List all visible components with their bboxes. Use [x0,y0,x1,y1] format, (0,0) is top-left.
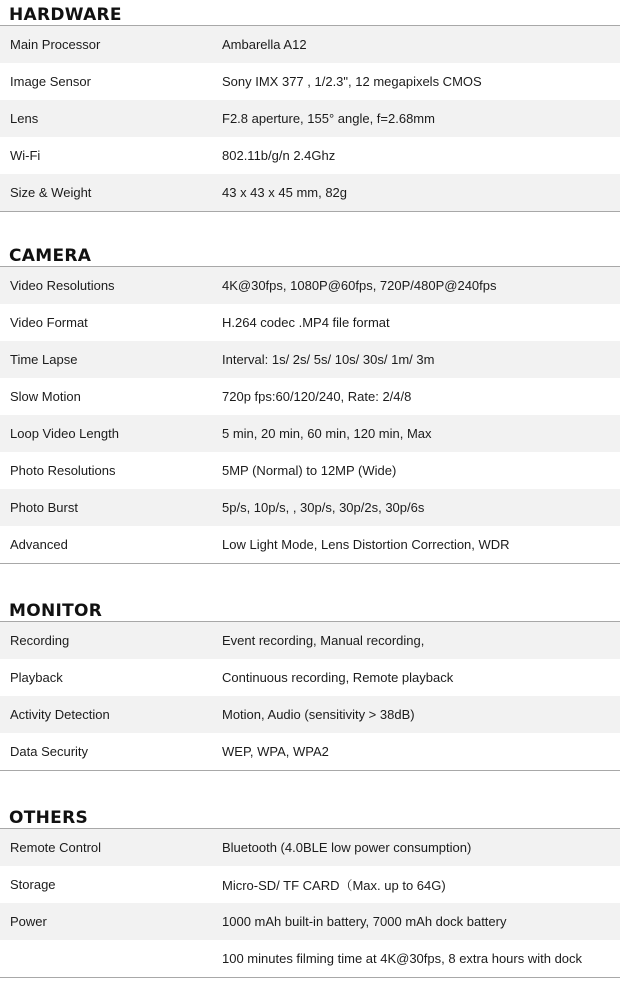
spec-value: Continuous recording, Remote playback [222,670,454,685]
section-monitor [0,596,620,771]
spec-value: WEP, WPA, WPA2 [222,744,329,759]
spec-row-video-format [0,304,620,341]
spec-label: Lens [10,111,39,126]
spec-value: Low Light Mode, Lens Distortion Correction, WDR [222,537,510,552]
spec-row-main-processor [0,26,620,63]
spec-label: Loop Video Length [10,426,119,441]
section-others [0,803,620,978]
spec-value: Bluetooth (4.0BLE low power consumption) [222,840,472,855]
spec-table [0,26,620,212]
spec-label: Time Lapse [10,352,78,367]
spec-label: Main Processor [10,37,101,52]
spec-value: Sony IMX 377 , 1/2.3", 12 megapixels CMOS [222,74,482,89]
spec-row-remote-control [0,829,620,866]
spec-value: Interval: 1s/ 2s/ 5s/ 10s/ 30s/ 1m/ 3m [222,352,435,367]
spec-label: Video Format [10,315,88,330]
spec-value: H.264 codec .MP4 file format [222,315,390,330]
spec-label: Image Sensor [10,74,91,89]
spec-value: 5 min, 20 min, 60 min, 120 min, Max [222,426,432,441]
spec-label: Size & Weight [10,185,92,200]
spec-value: 802.11b/g/n 2.4Ghz [222,148,336,163]
spec-row-slow-motion [0,378,620,415]
spec-label: Photo Resolutions [10,463,116,478]
section-camera [0,241,620,564]
spec-table [0,267,620,564]
spec-row-image-sensor [0,63,620,100]
section-title: OTHERS [0,803,620,829]
spec-label: Data Security [10,744,89,759]
spec-table [0,622,620,771]
spec-row-photo-burst [0,489,620,526]
spec-label: Photo Burst [10,500,78,515]
spec-row-playback [0,659,620,696]
spec-value: 720p fps:60/120/240, Rate: 2/4/8 [222,389,412,404]
spec-value: 1000 mAh built-in battery, 7000 mAh dock battery [222,914,507,929]
spec-row-lens [0,100,620,137]
spec-label: Power [10,914,47,929]
spec-label: Activity Detection [10,707,110,722]
spec-label: Recording [10,633,70,648]
spec-row-advanced [0,526,620,563]
section-title: HARDWARE [0,0,620,26]
spec-row-power [0,903,620,940]
spec-row-storage [0,866,620,903]
spec-row-video-resolutions [0,267,620,304]
spec-label: Video Resolutions [10,278,115,293]
spec-row-photo-resolutions [0,452,620,489]
spec-label: Advanced [10,537,68,552]
section-hardware [0,0,620,212]
spec-row-recording [0,622,620,659]
spec-row-loop-video-length [0,415,620,452]
spec-value: 5p/s, 10p/s, , 30p/s, 30p/2s, 30p/6s [222,500,425,515]
section-title: CAMERA [0,241,620,267]
spec-value: 4K@30fps, 1080P@60fps, 720P/480P@240fps [222,278,497,293]
spec-value: 100 minutes filming time at 4K@30fps, 8 extra hours with dock [222,951,583,966]
spec-value: 43 x 43 x 45 mm, 82g [222,185,348,200]
spec-label: Storage [10,877,56,892]
spec-table [0,829,620,978]
spec-row-size-weight [0,174,620,211]
spec-row-activity-detection [0,696,620,733]
spec-value: Motion, Audio (sensitivity > 38dB) [222,707,415,722]
spec-row-time-lapse [0,341,620,378]
spec-label: Wi-Fi [10,148,41,163]
spec-value: Ambarella A12 [222,37,307,52]
spec-label: Slow Motion [10,389,81,404]
section-title: MONITOR [0,596,620,622]
spec-value: F2.8 aperture, 155° angle, f=2.68mm [222,111,435,126]
spec-row-power-continued [0,940,620,977]
spec-label: Playback [10,670,63,685]
spec-value: Micro-SD/ TF CARD（Max. up to 64G) [222,878,446,893]
spec-value: Event recording, Manual recording, [222,633,425,648]
spec-row-wifi [0,137,620,174]
spec-value: 5MP (Normal) to 12MP (Wide) [222,463,397,478]
spec-label: Remote Control [10,840,102,855]
spec-row-data-security [0,733,620,770]
